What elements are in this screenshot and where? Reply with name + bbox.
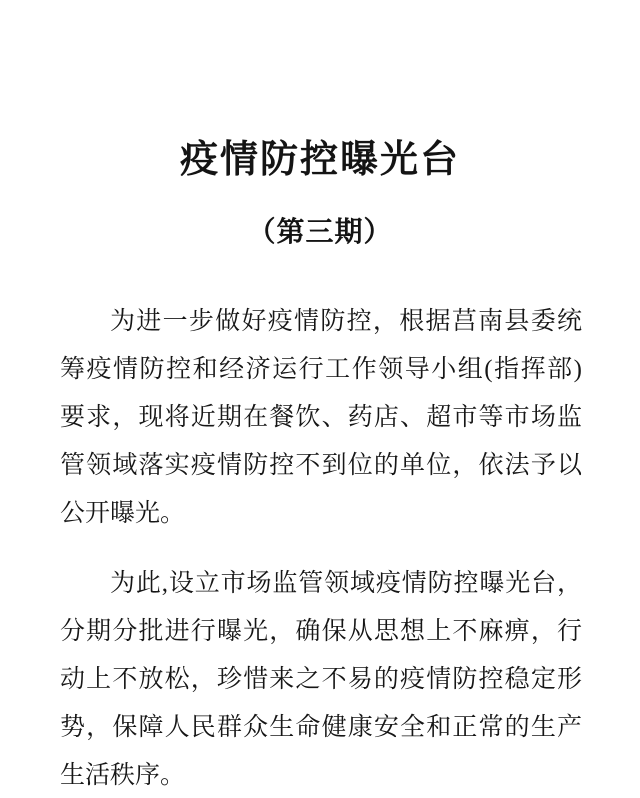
paragraph-line: 要求，现将近期在餐饮、药店、超市等市场监: [60, 403, 582, 431]
paragraph-line: 管领域落实疫情防控不到位的单位，依法予以: [60, 451, 582, 479]
paragraph-line: 动上不放松，珍惜来之不易的疫情防控稳定形: [60, 665, 582, 693]
paragraph-line: 公开曝光。: [60, 499, 186, 527]
paragraph-2: [60, 560, 582, 798]
paragraph-1: [60, 298, 582, 538]
paragraph-line: 分期分批进行曝光，确保从思想上不麻痹，行: [60, 617, 582, 645]
paragraph-line: 为进一步做好疫情防控，根据莒南县委统: [110, 307, 582, 335]
paragraph-line: 筹疫情防控和经济运行工作领导小组(指挥部): [60, 355, 582, 383]
document-subtitle: （第三期）: [247, 217, 393, 249]
paragraph-line: 生活秩序。: [60, 761, 186, 789]
document-title: 疫情防控曝光台: [179, 139, 460, 181]
paragraph-line: 为此,设立市场监管领域疫情防控曝光台，: [110, 569, 582, 597]
paragraph-line: 势，保障人民群众生命健康安全和正常的生产: [60, 713, 582, 741]
document-body: [60, 298, 582, 798]
